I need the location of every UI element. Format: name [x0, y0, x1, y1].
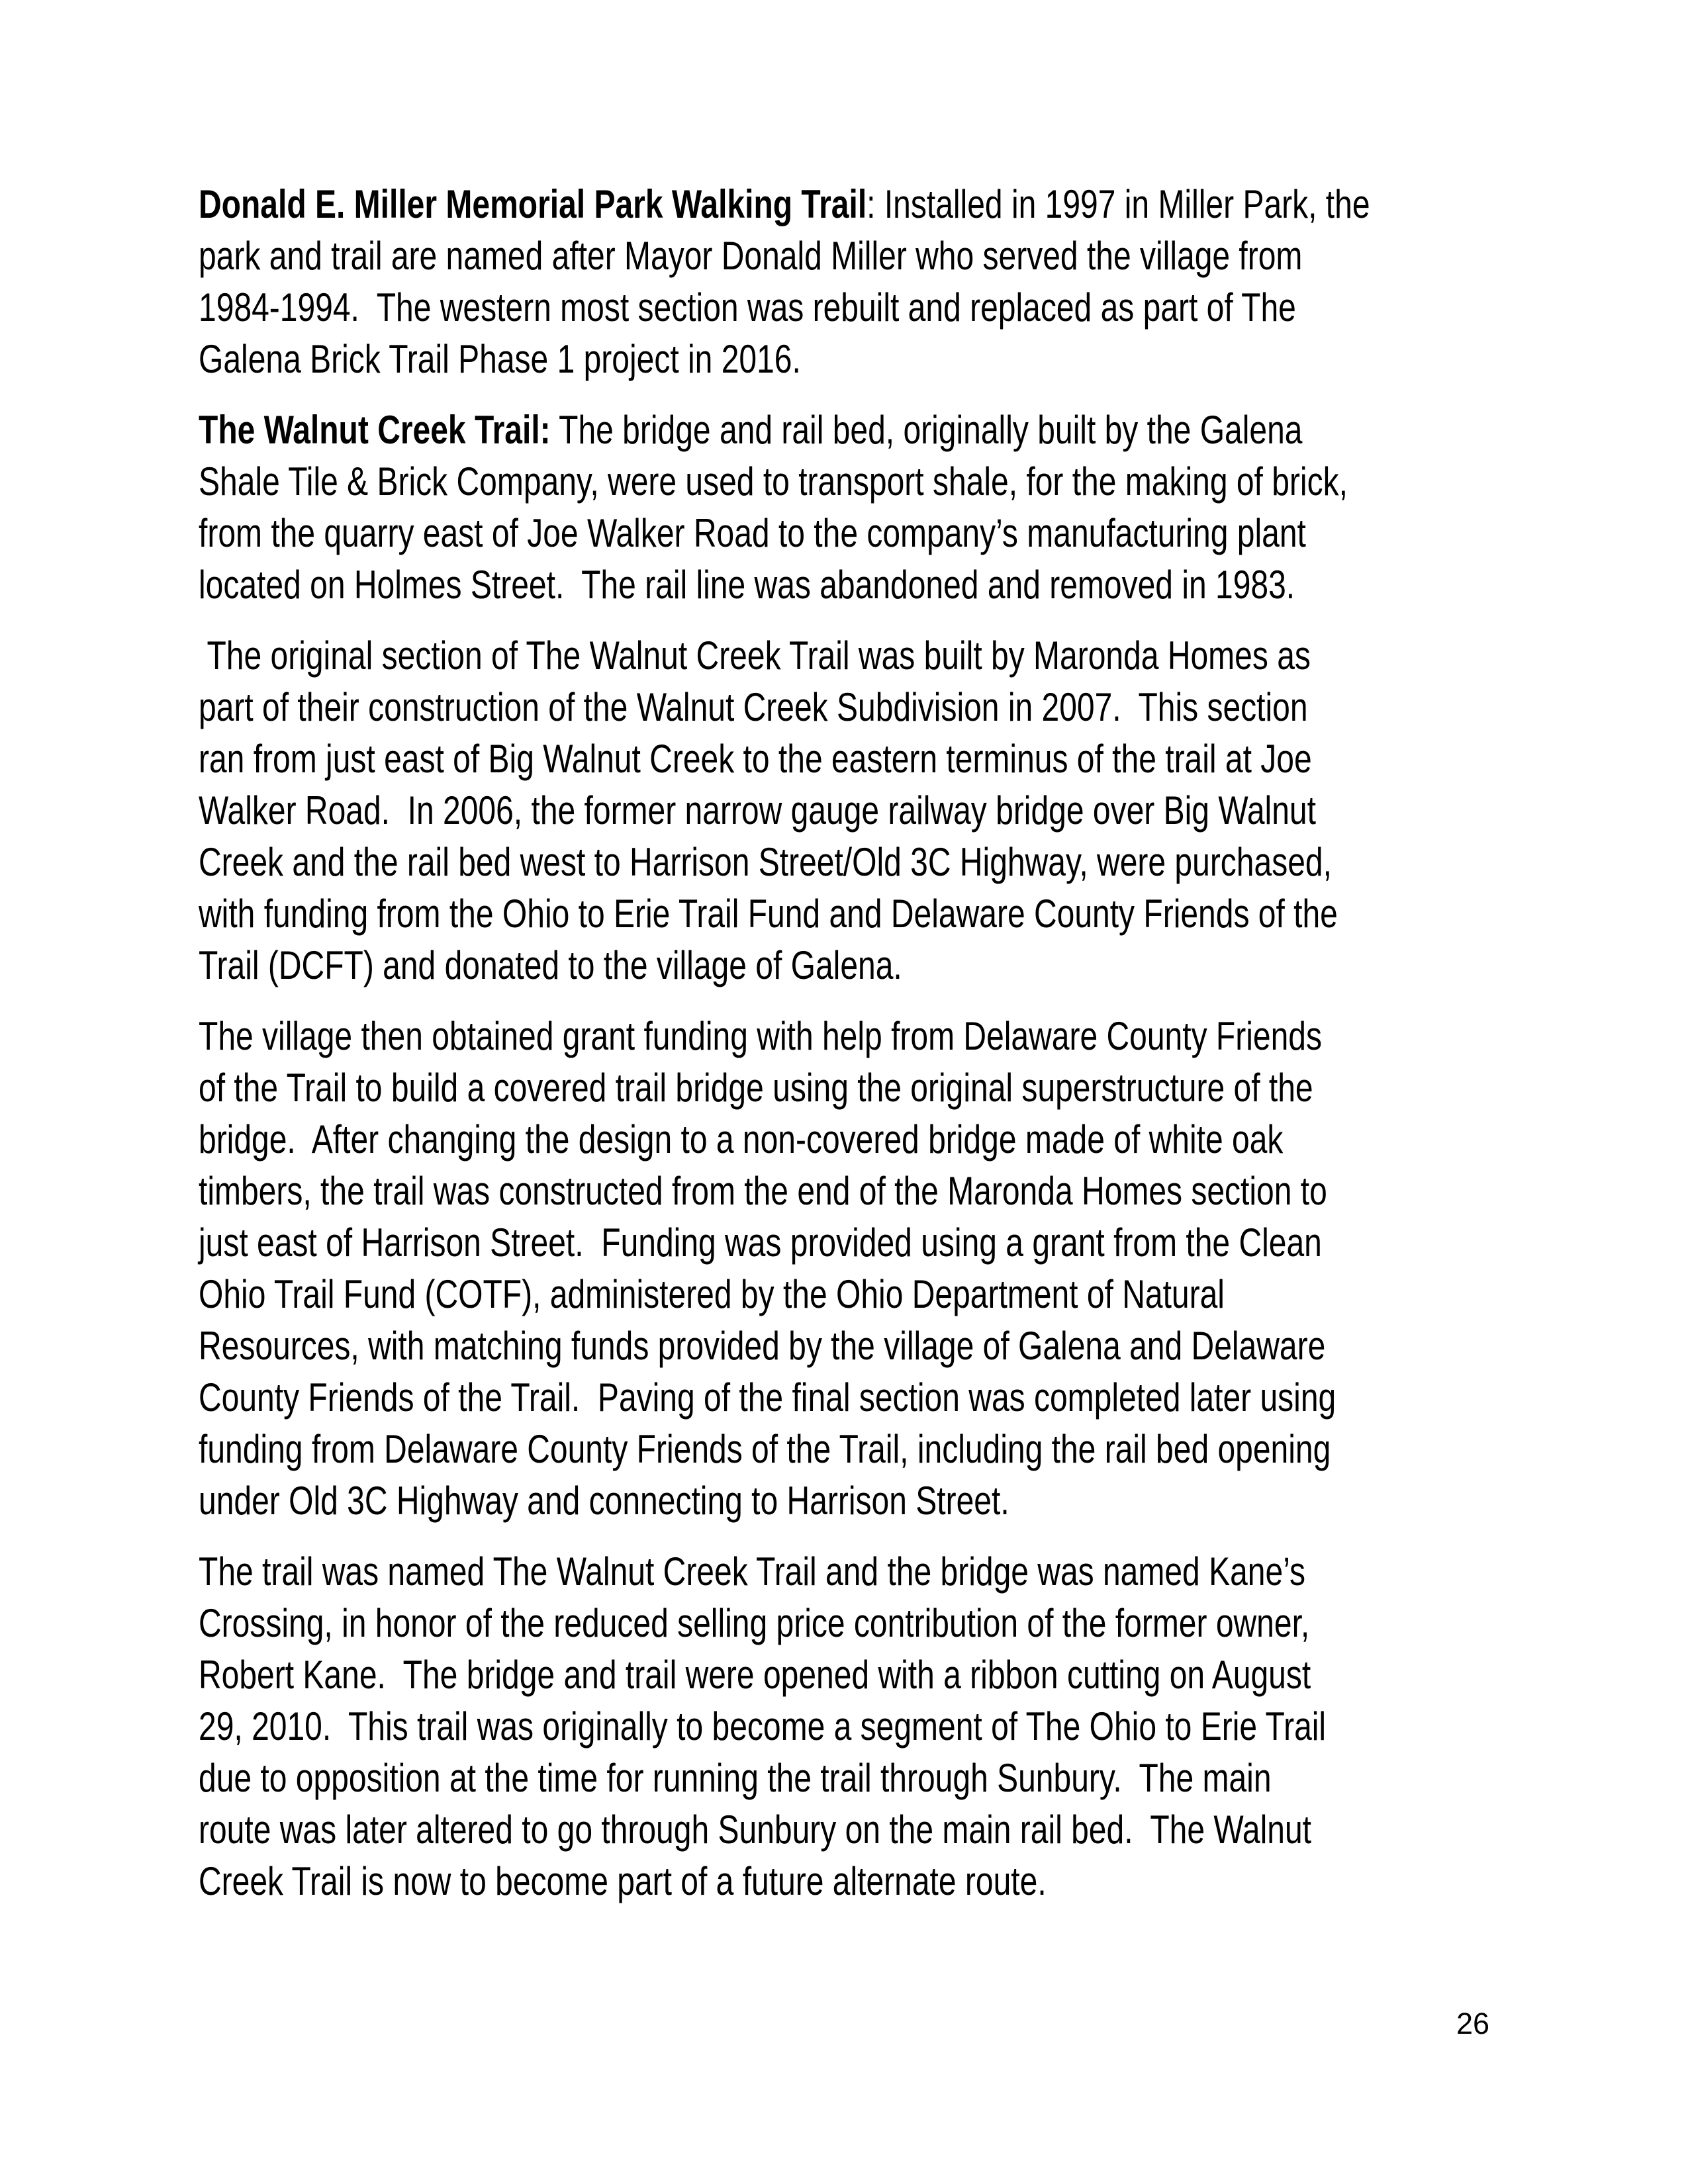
- line-text: under Old 3C Highway and connecting to Harrison Street.: [199, 1479, 1009, 1523]
- text-line: [199, 940, 1231, 991]
- text-line: [199, 1424, 1331, 1475]
- text-line: [199, 1856, 1231, 1907]
- text-line: [199, 785, 1316, 837]
- text-line: [199, 1165, 1327, 1217]
- line-text: Galena Brick Trail Phase 1 project in 2016.: [199, 337, 801, 381]
- line-text: Shale Tile & Brick Company, were used to transport shale, for the making of brick,: [199, 459, 1348, 504]
- text-line: [199, 404, 1303, 456]
- line-text: 29, 2010. This trail was originally to become a segment of The Ohio to Erie Trail: [199, 1704, 1327, 1749]
- bold-lead: Donald E. Miller Memorial Park Walking Trail: [199, 182, 867, 226]
- text-line: [199, 334, 1231, 385]
- page-body: [199, 179, 1489, 1927]
- text-line: [199, 1320, 1326, 1372]
- line-text: Resources, with matching funds provided by the village of Galena and Delaware: [199, 1324, 1326, 1368]
- text-line: [199, 1062, 1313, 1114]
- line-text: with funding from the Ohio to Erie Trail Fund and Delaware County Friends of the: [199, 891, 1338, 936]
- text-line: [199, 1649, 1311, 1701]
- line-text: Walker Road. In 2006, the former narrow gauge railway bridge over Big Walnut: [199, 788, 1316, 833]
- page-number: 26: [1456, 2007, 1489, 2040]
- text-line: [199, 559, 1295, 611]
- line-text: Creek and the rail bed west to Harrison Street/Old 3C Highway, were purchased,: [199, 840, 1332, 884]
- line-text: Creek Trail is now to become part of a future alternate route.: [199, 1859, 1047, 1903]
- paragraph-original-section: [199, 630, 1489, 991]
- text-line: [199, 1804, 1311, 1856]
- paragraph-grant-funding: [199, 1011, 1489, 1527]
- line-text: funding from Delaware County Friends of the Trail, including the rail bed opening: [199, 1427, 1331, 1471]
- line-text: : Installed in 1997 in Miller Park, the: [867, 182, 1370, 226]
- line-text: Crossing, in honor of the reduced selling price contribution of the former owner,: [199, 1601, 1310, 1645]
- line-text: park and trail are named after Mayor Donald Miller who served the village from: [199, 234, 1303, 278]
- text-line: [199, 179, 1370, 230]
- text-line: [199, 1475, 1231, 1527]
- text-line: [199, 682, 1308, 733]
- paragraph-trail-naming: [199, 1546, 1489, 1907]
- line-text: The trail was named The Walnut Creek Trail and the bridge was named Kane’s: [199, 1549, 1305, 1594]
- text-line: [199, 888, 1338, 940]
- line-text: Ohio Trail Fund (COTF), administered by the Ohio Department of Natural: [199, 1272, 1225, 1316]
- bold-lead: The Walnut Creek Trail:: [199, 408, 551, 452]
- line-text: ran from just east of Big Walnut Creek to the eastern terminus of the trail at Joe: [199, 737, 1312, 781]
- text-line: [199, 1546, 1305, 1598]
- line-text: The village then obtained grant funding with help from Delaware County Friends: [199, 1014, 1322, 1058]
- line-text: County Friends of the Trail. Paving of the final section was completed later using: [199, 1375, 1336, 1420]
- line-text: route was later altered to go through Sunbury on the main rail bed. The Walnut: [199, 1807, 1311, 1852]
- line-text: Robert Kane. The bridge and trail were opened with a ribbon cutting on August: [199, 1653, 1311, 1697]
- line-text: The bridge and rail bed, originally built by the Galena: [550, 408, 1303, 452]
- line-text: 1984-1994. The western most section was rebuilt and replaced as part of The: [199, 285, 1296, 330]
- text-line: [199, 1011, 1322, 1062]
- text-line: [199, 1701, 1327, 1752]
- line-text: just east of Harrison Street. Funding was provided using a grant from the Clean: [199, 1220, 1322, 1265]
- text-line: [199, 733, 1312, 785]
- line-text: part of their construction of the Walnut Creek Subdivision in 2007. This section: [199, 685, 1308, 729]
- line-text: bridge. After changing the design to a non-covered bridge made of white oak: [199, 1117, 1284, 1161]
- line-text: timbers, the trail was constructed from the end of the Maronda Homes section to: [199, 1169, 1327, 1213]
- paragraph-miller-park: [199, 179, 1489, 385]
- text-line: [199, 230, 1303, 282]
- line-text: located on Holmes Street. The rail line was abandoned and removed in 1983.: [199, 563, 1295, 607]
- text-line: [199, 1372, 1336, 1424]
- text-line: [199, 282, 1296, 334]
- text-line: [199, 1598, 1310, 1649]
- text-line: [199, 1752, 1272, 1804]
- line-text: Trail (DCFT) and donated to the village of Galena.: [199, 943, 902, 987]
- text-line: [199, 1217, 1322, 1269]
- line-text: of the Trail to build a covered trail bridge using the original superstructure of the: [199, 1066, 1313, 1110]
- text-line: [199, 630, 1311, 682]
- text-line: [199, 456, 1348, 508]
- line-text: The original section of The Walnut Creek Trail was built by Maronda Homes as: [199, 633, 1311, 678]
- line-text: due to opposition at the time for running the trail through Sunbury. The main: [199, 1756, 1272, 1800]
- text-line: [199, 1269, 1231, 1320]
- line-text: from the quarry east of Joe Walker Road to the company’s manufacturing plant: [199, 511, 1306, 555]
- text-line: [199, 837, 1332, 888]
- text-line: [199, 1114, 1284, 1165]
- paragraph-walnut-creek: [199, 404, 1489, 611]
- text-line: [199, 508, 1306, 559]
